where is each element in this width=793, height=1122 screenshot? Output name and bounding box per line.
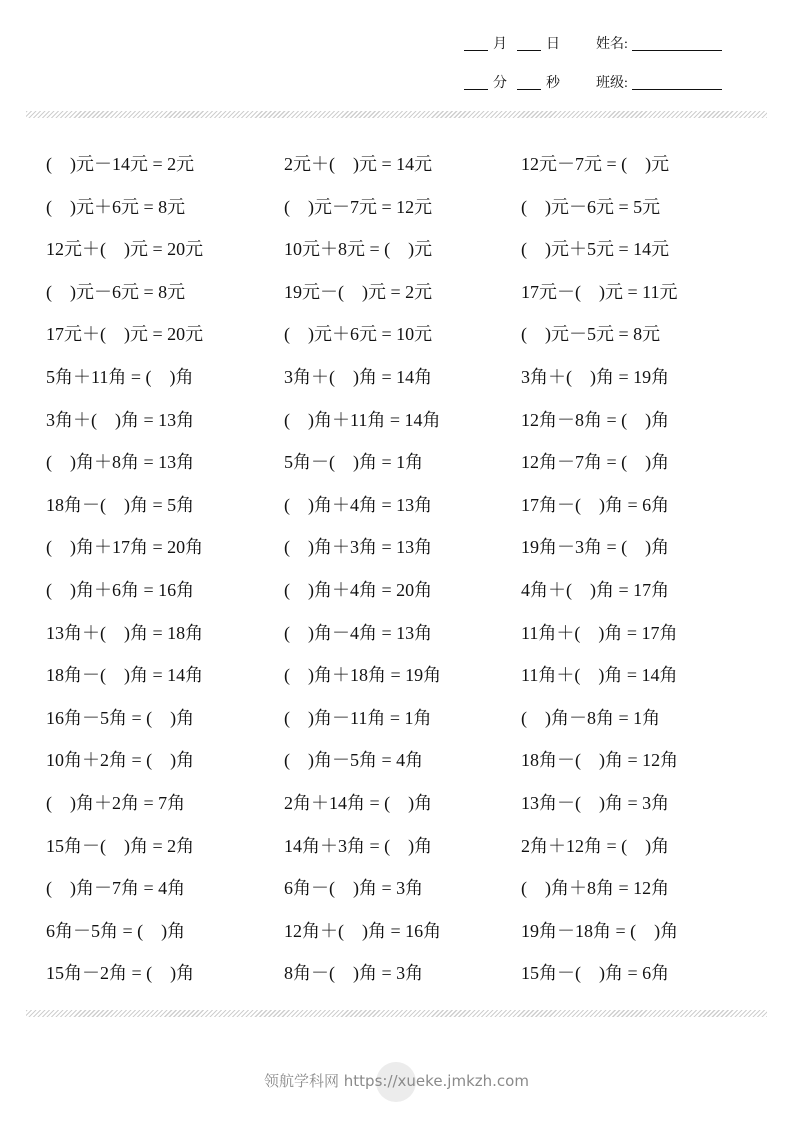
top-divider [26, 111, 767, 118]
problem-item: 3角＋( )角 = 19角 [521, 367, 670, 387]
problem-item: 2角＋14角 = ( )角 [284, 793, 433, 813]
second-blank [517, 75, 541, 90]
problem-item: 2角＋12角 = ( )角 [521, 835, 670, 856]
problem-item: ( )角＋4角 = 13角 [284, 494, 433, 515]
problem-item: 10角＋2角 = ( )角 [46, 750, 195, 771]
problem-item: 17元－( )元 = 11元 [521, 281, 678, 302]
problem-item: 5角＋11角 = ( )角 [46, 367, 194, 387]
problem-item: ( )元＋6元 = 8元 [46, 196, 186, 217]
problem-item: 5角－( )角 = 1角 [284, 452, 424, 473]
problem-row [0, 186, 793, 228]
problem-row [0, 313, 793, 355]
class-blank [632, 75, 722, 90]
name-blank [632, 36, 722, 51]
minute-blank [464, 75, 488, 90]
problem-row [0, 526, 793, 568]
problem-item: 8角－( )角 = 3角 [284, 963, 424, 984]
problem-item: 13角＋( )角 = 18角 [46, 622, 204, 643]
problem-row [0, 612, 793, 654]
problem-item: ( )元－5元 = 8元 [521, 324, 661, 345]
footer-text: 领航学科网 https://xueke.jmkzh.com [264, 1072, 529, 1090]
problem-item: 16角－5角 = ( )角 [46, 707, 195, 728]
problem-row [0, 867, 793, 909]
problem-item: ( )角＋2角 = 7角 [46, 793, 186, 813]
problem-item: 14角＋3角 = ( )角 [284, 835, 433, 856]
problem-item: 18角－( )角 = 5角 [46, 494, 195, 515]
problem-item: ( )角＋8角 = 12角 [521, 878, 670, 899]
problem-item: 17角－( )角 = 6角 [521, 494, 670, 515]
problem-item: ( )元－6元 = 5元 [521, 196, 661, 217]
problem-item: ( )角＋11角 = 14角 [284, 409, 441, 430]
problem-item: 12角－8角 = ( )角 [521, 409, 670, 430]
problem-item: ( )元＋6元 = 10元 [284, 324, 433, 345]
problem-item: 19元－( )元 = 2元 [284, 281, 433, 302]
problem-item: 11角＋( )角 = 17角 [521, 622, 678, 643]
problem-row [0, 910, 793, 952]
problem-row [0, 952, 793, 994]
worksheet-header [0, 0, 793, 110]
problem-item: ( )元－14元 = 2元 [46, 154, 195, 174]
problem-item: ( )角＋3角 = 13角 [284, 537, 433, 558]
problem-item: 18角－( )角 = 12角 [521, 750, 679, 771]
problem-item: 11角＋( )角 = 14角 [521, 665, 678, 686]
footer [0, 1070, 793, 1091]
problem-row [0, 271, 793, 313]
problem-item: ( )角＋4角 = 20角 [284, 580, 433, 600]
problem-item: 10元＋8元 = ( )元 [284, 239, 433, 260]
problem-item: ( )角＋6角 = 16角 [46, 580, 195, 600]
problem-item: ( )角－5角 = 4角 [284, 750, 424, 771]
second-label: 秒 [546, 76, 560, 91]
bottom-divider [26, 1010, 767, 1017]
problem-item: 3角＋( )角 = 13角 [46, 409, 195, 430]
problem-row [0, 654, 793, 696]
problem-item: 4角＋( )角 = 17角 [521, 580, 670, 600]
problem-item: ( )角－11角 = 1角 [284, 707, 432, 728]
problem-item: 17元＋( )元 = 20元 [46, 324, 204, 345]
problem-row [0, 143, 793, 185]
problem-item: 19角－3角 = ( )角 [521, 537, 670, 558]
problem-item: ( )元－6元 = 8元 [46, 281, 186, 302]
name-label: 姓名: [596, 37, 628, 52]
problem-item: ( )角＋8角 = 13角 [46, 452, 195, 473]
problem-item: 12元＋( )元 = 20元 [46, 239, 204, 260]
problem-item: 12元－7元 = ( )元 [521, 154, 670, 174]
day-label: 日 [546, 37, 560, 52]
problem-row [0, 697, 793, 739]
problem-item: 15角－( )角 = 6角 [521, 963, 670, 984]
day-blank [517, 36, 541, 51]
problem-item: ( )角＋17角 = 20角 [46, 537, 204, 558]
problem-row [0, 825, 793, 867]
problem-item: ( )角－8角 = 1角 [521, 707, 661, 728]
problem-row [0, 782, 793, 824]
problem-row [0, 484, 793, 526]
problem-item: 13角－( )角 = 3角 [521, 793, 670, 813]
problem-item: 12角－7角 = ( )角 [521, 452, 670, 473]
problem-row [0, 569, 793, 611]
problem-item: 6角－( )角 = 3角 [284, 878, 424, 899]
problem-row [0, 739, 793, 781]
problem-item: 15角－( )角 = 2角 [46, 835, 195, 856]
problem-item: 18角－( )角 = 14角 [46, 665, 204, 686]
problem-row [0, 356, 793, 398]
problem-item: 15角－2角 = ( )角 [46, 963, 195, 984]
time-row [464, 72, 722, 92]
problem-row [0, 441, 793, 483]
date-row [464, 33, 722, 53]
problem-item: 3角＋( )角 = 14角 [284, 367, 433, 387]
problem-item: ( )元－7元 = 12元 [284, 196, 433, 217]
problem-item: ( )元＋5元 = 14元 [521, 239, 670, 260]
problem-item: 6角－5角 = ( )角 [46, 920, 186, 941]
minute-label: 分 [493, 76, 507, 91]
problem-item: 12角＋( )角 = 16角 [284, 920, 442, 941]
month-label: 月 [493, 37, 507, 52]
class-label: 班级: [596, 76, 628, 91]
month-blank [464, 36, 488, 51]
problem-item: ( )角＋18角 = 19角 [284, 665, 442, 686]
problem-item: ( )角－7角 = 4角 [46, 878, 186, 899]
problem-item: ( )角－4角 = 13角 [284, 622, 433, 643]
problem-row [0, 399, 793, 441]
problem-item: 2元＋( )元 = 14元 [284, 154, 433, 174]
problem-item: 19角－18角 = ( )角 [521, 920, 679, 941]
problem-row [0, 228, 793, 270]
